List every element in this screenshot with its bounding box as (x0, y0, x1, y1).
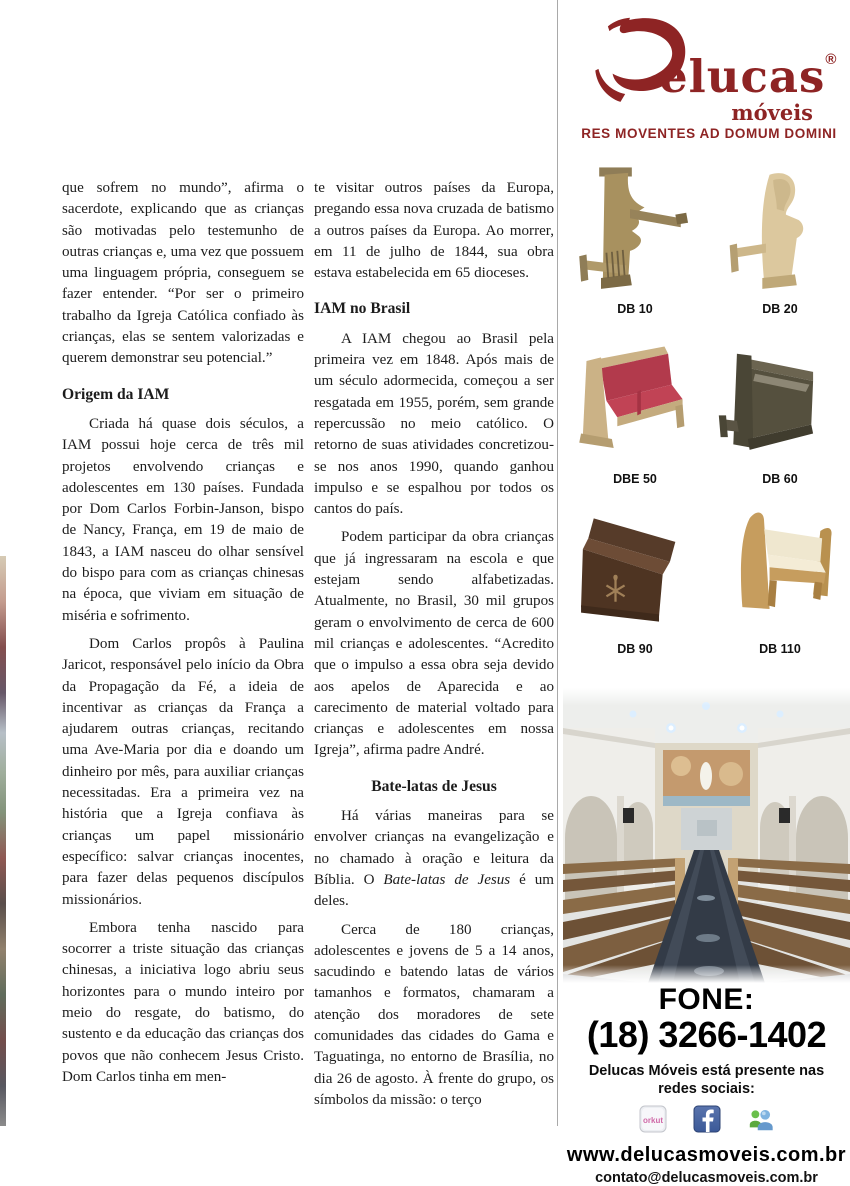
product-label: DB 90 (617, 642, 653, 656)
advertisement-sidebar (563, 0, 850, 1186)
social-icons-row (563, 1104, 850, 1134)
product-row-1 (563, 162, 850, 332)
product-db60 (710, 332, 850, 502)
paragraph: Podem participar da obra crianças que já ingressaram na escola e que estejam sendo alfabetizadas. Atualmente, no Brasil, 30 mil grupos geram o envolvimento de cerca de 600 mil crianças e adolescentes. “Acredito que o impulso a essa obra seja devido aos apelos de Aparecida e ao carecimento de material voltado para crianças e adolescentes em nossa Igreja”, afirma padre André. (314, 529, 554, 759)
pew-photo-db90 (569, 502, 701, 638)
paragraph (314, 806, 554, 912)
product-label: DB 110 (759, 642, 801, 656)
italic-title: Bate-latas de Jesus (383, 871, 511, 888)
delucas-logo (563, 6, 850, 146)
brand-name: elucas (659, 50, 826, 103)
section-heading-bate-latas: Bate-latas de Jesus (371, 777, 497, 795)
paragraph-text: é um deles. (314, 871, 554, 910)
brand-subtitle: móveis (731, 100, 813, 125)
section-heading-origem-da-iam: Origem da IAM (62, 385, 170, 403)
photo-bottom-fade (563, 965, 850, 983)
paragraph: Cerca de 180 crianças, adolescentes e jovens de 5 a 14 anos, sacudindo e batendo latas de vários tamanhos e formatos, chamaram a atenção dos moradores de sete comunidades das cidades do Gama e Taguatinga, no entorno de Brasília, no dia 26 de agosto. À frente do grupo, os símbolos da missão: o terço (314, 921, 554, 1108)
paragraph: A IAM chegou ao Brasil pela primeira vez em 1848. Após mais de um século adormecida, começou a ser resgatada em 1955, porém, sem grande repercussão no meio católico. O retorno de suas atividades concretizou-se nos anos 1990, quando ganhou impulso e se espalhou por todos os cantos do país. (314, 330, 554, 518)
pew-photo-db10 (569, 162, 701, 298)
product-row-2 (563, 332, 850, 502)
article-column-1 (62, 178, 304, 1095)
product-db10 (565, 162, 705, 332)
facebook-icon[interactable] (693, 1105, 721, 1133)
social-text (563, 1062, 850, 1098)
paragraph: que sofrem no mundo”, afirma o sacerdote, explicando que as crianças são motivadas pelo testemunho de outras crianças e, uma vez que possuem uma linguagem própria, conseguem se fazer entender. “Por ser o primeiro trabalho da Igreja Católica confiado às crianças, elas se sentem valorizadas e querem demonstrar seu potencial.” (62, 180, 304, 367)
product-label: DB 10 (617, 302, 653, 316)
svg-text:orkut: orkut (642, 1116, 663, 1125)
contact-block (563, 984, 850, 1186)
article-column-2 (314, 178, 554, 1118)
brand-wordmark (659, 50, 836, 103)
paragraph: Dom Carlos propôs à Paulina Jaricot, responsável pelo início da Obra da Propagação da Fé, a ideia de incentivar as crianças da França a ajudarem outras crianças, recitando uma Ave-Maria por dia e doando um dinheiro por mês, para auxiliar crianças necessitadas. Era a primeira vez na história que a Igreja confiava às crianças um papel missionário específico: salvar crianças inocentes, para fazer delas pequenos discípulos missionários. (62, 635, 304, 908)
column-divider-rule (557, 0, 558, 1126)
pew-photo-db60 (714, 332, 846, 468)
product-db110 (710, 502, 850, 672)
registered-mark: ® (825, 51, 837, 68)
paragraph: te visitar outros países da Europa, pregando essa nova cruzada de batismo a outros países da Europa. Ao morrer, em 11 de julho de 1844, sua obra estava estabelecida em 65 dioceses. (314, 180, 554, 282)
product-row-3 (563, 502, 850, 672)
church-interior-illustration (563, 688, 850, 983)
product-dbe50 (565, 332, 705, 502)
paragraph: Criada há quase dois séculos, a IAM possui hoje cerca de três mil projetos envolvendo crianças e adolescentes em 130 países. Fundada por Dom Carlos Forbin-Janson, bispo de Nancy, França, em 19 de maio de 1843, a IAM nasceu do olhar sensível do bispo para com as crianças chinesas na época, que viviam em situação de miséria e sofrimento. (62, 415, 304, 624)
product-label: DB 60 (762, 472, 798, 486)
phone-number: (18) 3266-1402 (586, 1014, 827, 1055)
product-label: DB 20 (762, 302, 798, 316)
product-db90 (565, 502, 705, 672)
page-edge-artifact (0, 556, 6, 1126)
product-db20 (710, 162, 850, 332)
product-label: DBE 50 (613, 472, 657, 486)
msn-icon[interactable] (747, 1105, 775, 1133)
photo-top-fade (563, 688, 850, 706)
brand-tagline: RES MOVENTES AD DOMUM DOMINI (581, 126, 837, 141)
paragraph: Embora tenha nascido para socorrer a triste situação das crianças chinesas, a iniciativa logo abriu seus horizontes para o mundo inteiro por meio do resgate, do batismo, do sustento e da educação das crianças dos povos que não conhecem Jesus Cristo. Dom Carlos tinha em men- (62, 919, 304, 1085)
section-heading-iam-no-brasil: IAM no Brasil (314, 300, 411, 318)
product-grid (563, 162, 850, 672)
pew-photo-db110 (714, 502, 846, 638)
church-interior-photo (563, 688, 850, 983)
orkut-icon[interactable] (639, 1105, 667, 1133)
phone-label: FONE: (658, 983, 755, 1016)
pew-photo-dbe50 (569, 332, 701, 468)
social-text-line2: redes sociais: (658, 1081, 755, 1097)
paragraph-text: Há várias maneiras para se envolver crianças na evangelização e no chamado à oração e leitura da Bíblia. O (314, 808, 554, 888)
pew-photo-db20 (714, 162, 846, 298)
social-text-line1: Delucas Móveis está presente nas (588, 1063, 825, 1079)
website-url[interactable]: www.delucasmoveis.com.br (566, 1144, 847, 1166)
contact-email[interactable]: contato@delucasmoveis.com.br (595, 1170, 818, 1186)
